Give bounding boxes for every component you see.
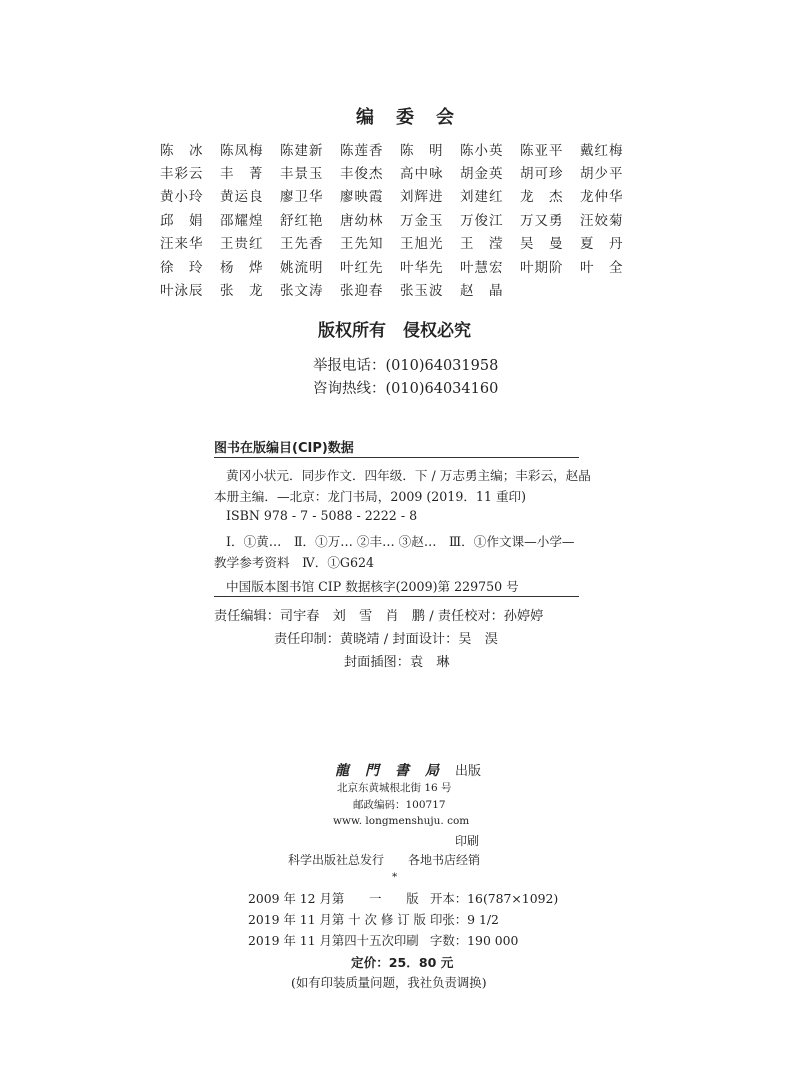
editorial-member-name: 夏 丹 [580,236,624,253]
editorial-member-name: 胡金英 [460,166,504,183]
editorial-member-name: 徐 玲 [160,259,204,276]
editorial-title: 编委会 [356,107,476,128]
copyright-notice: 版权所有 侵权必究 [318,321,471,341]
publisher-website: www. longmenshuju. com [333,815,470,827]
editorial-member-name: 陈亚平 [520,142,564,159]
editorial-member-name: 陈小英 [460,142,504,159]
editorial-member-name: 唐幼林 [340,212,384,229]
editorial-member-name: 刘辉进 [400,189,444,206]
editorial-member-name: 张 龙 [220,283,264,300]
editorial-member-name: 叶期阶 [520,259,564,276]
edition-3-right: 字数：190 000 [430,933,519,948]
staff-illustration: 封面插图：袁 琳 [344,655,450,670]
editorial-member-name: 舒红艳 [280,212,324,229]
cip-heading: 图书在版编目(CIP)数据 [214,441,354,456]
editorial-member-name: 陈 明 [400,142,444,159]
editorial-member-name: 丰彩云 [160,166,204,183]
editorial-member-name: 吴 曼 [520,236,564,253]
editorial-member-name: 胡少平 [580,166,624,183]
editorial-member-name: 杨 烨 [220,259,264,276]
editorial-row [160,254,640,277]
editorial-member-name: 张玉波 [400,283,444,300]
publisher-address: 北京东黄城根北街 16 号 [337,782,452,794]
editorial-row [160,277,640,300]
editorial-member-name: 龙仲华 [580,189,624,206]
publisher-postcode: 邮政编码：100717 [353,799,446,811]
publisher-logo-suffix: 出版 [455,764,482,779]
editorial-row [160,207,640,230]
editorial-member-name: 陈 冰 [160,142,204,159]
editorial-member-name: 邵耀煌 [220,212,264,229]
cip-classification-1: Ⅰ．①黄… Ⅱ．①万… ②丰… ③赵… Ⅲ．①作文课—小学— [226,534,575,549]
consult-hotline: 咨询热线：(010)64034160 [313,381,499,397]
cip-top-rule [214,457,579,458]
editorial-member-name: 陈莲香 [340,142,384,159]
editorial-member-grid [160,137,640,301]
editorial-member-name: 叶慧宏 [460,259,504,276]
editorial-row [160,231,640,254]
staff-print-cover: 责任印制：黄晓靖 / 封面设计：吴 淏 [274,632,498,647]
editorial-member-name: 陈建新 [280,142,324,159]
price: 定价：25．80 元 [351,955,454,970]
report-phone: 举报电话：(010)64031958 [313,358,499,374]
editorial-member-name: 丰俊杰 [340,166,384,183]
editorial-member-name: 万又勇 [520,212,564,229]
editorial-member-name: 赵 晶 [460,283,504,300]
staff-editors: 责任编辑：司宇春 刘 雪 肖 鹏 / 责任校对：孙婷婷 [214,609,544,624]
cip-line-2: 本册主编．—北京：龙门书局，2009 (2019．11 重印) [214,489,527,504]
editorial-row [160,184,640,207]
cip-bottom-rule [214,596,579,597]
editorial-member-name: 黄小玲 [160,189,204,206]
distribution-info: 科学出版社总发行 各地书店经销 [288,853,481,867]
editorial-member-name: 王先知 [340,236,384,253]
editorial-member-name: 叶红先 [340,259,384,276]
editorial-member-name: 丰景玉 [280,166,324,183]
printer-label: 印刷 [455,834,480,848]
editorial-row [160,137,640,160]
cip-line-1: 黄冈小状元．同步作文．四年级．下 / 万志勇主编；丰彩云，赵晶 [226,468,591,483]
editorial-member-name: 叶泳辰 [160,283,204,300]
editorial-member-name: 丰 菁 [220,166,264,183]
editorial-member-name: 廖映霞 [340,189,384,206]
editorial-row [160,160,640,183]
quality-note: (如有印装质量问题，我社负责调换) [291,975,487,990]
editorial-member-name: 黄运良 [220,189,264,206]
cip-core-number: 中国版本图书馆 CIP 数据核字(2009)第 229750 号 [226,579,519,594]
publisher-logo: 龍門書局 [335,763,455,779]
publisher-logo-line [335,760,481,780]
editorial-member-name: 汪姣菊 [580,212,624,229]
edition-1-right: 开本：16(787×1092) [430,891,559,906]
editorial-member-name: 万金玉 [400,212,444,229]
editorial-member-name: 叶华先 [400,259,444,276]
editorial-member-name: 戴红梅 [580,142,624,159]
editorial-member-name: 王旭光 [400,236,444,253]
editorial-member-name: 龙 杰 [520,189,564,206]
separator-star: * [392,871,398,883]
editorial-member-name: 张文涛 [280,283,324,300]
editorial-member-name: 汪来华 [160,236,204,253]
editorial-member-name: 张迎春 [340,283,384,300]
editorial-member-name: 王 滢 [460,236,504,253]
editorial-member-name: 胡可珍 [520,166,564,183]
editorial-member-name: 陈凤梅 [220,142,264,159]
cip-classification-2: 教学参考资料 Ⅳ．①G624 [214,555,375,570]
edition-1-left: 2009 年 12 月第 一 版 [248,891,419,906]
editorial-member-name: 廖卫华 [280,189,324,206]
editorial-member-name: 王贵红 [220,236,264,253]
edition-2-right: 印张：9 1/2 [430,912,499,927]
editorial-member-name: 王先香 [280,236,324,253]
editorial-member-name: 叶 全 [580,259,624,276]
editorial-member-name: 邱 娟 [160,212,204,229]
editorial-member-name: 高中咏 [400,166,444,183]
edition-2-left: 2019 年 11 月第 十 次 修 订 版 [248,912,426,927]
editorial-member-name: 万俊江 [460,212,504,229]
cip-isbn: ISBN 978 - 7 - 5088 - 2222 - 8 [226,508,418,523]
editorial-member-name: 姚流明 [280,259,324,276]
edition-3-left: 2019 年 11 月第四十五次印刷 [248,933,419,948]
editorial-member-name: 刘建红 [460,189,504,206]
